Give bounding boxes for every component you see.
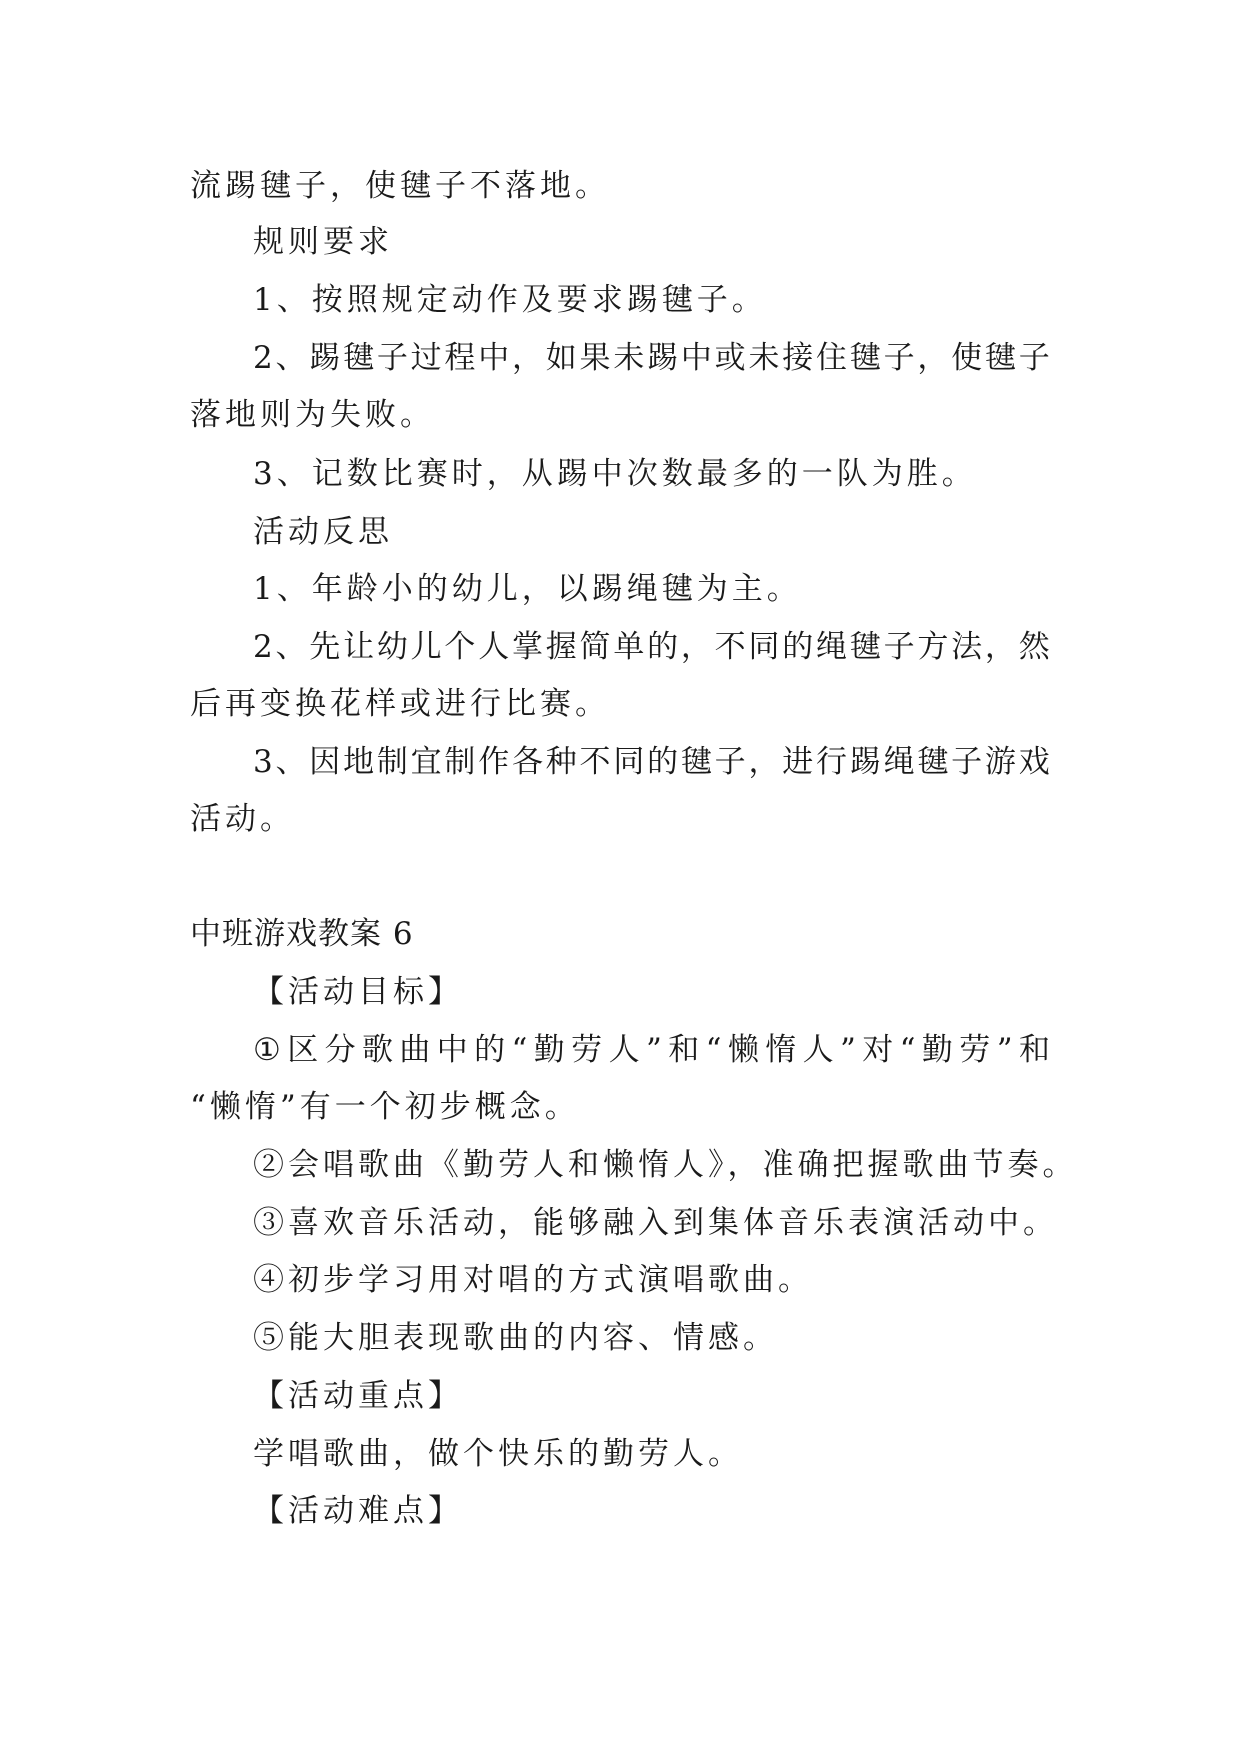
section-heading-objectives: 【活动目标】 [253, 974, 463, 1010]
rule-item-3: 3、记数比赛时，从踢中次数最多的一队为胜。 [253, 456, 977, 492]
section-heading-difficulties: 【活动难点】 [253, 1493, 463, 1529]
rule-item-1: 1、按照规定动作及要求踢毽子。 [253, 282, 767, 318]
objective-item-5: ⑤能大胆表现歌曲的内容、情感。 [253, 1320, 778, 1356]
section-heading-rules: 规则要求 [253, 224, 393, 260]
reflection-item-3: 3 、 因 地 制 宜 制 作 各 种 不 同 的 毽 子 ， 进 行 踢 绳 毽 子 游 戏 [253, 744, 1050, 780]
objective-item-3: ③喜欢音乐活动，能够融入到集体音乐表演活动中。 [253, 1205, 1058, 1241]
section-heading-key-points: 【活动重点】 [253, 1378, 463, 1414]
rule-item-2: 2 、 踢 毽 子 过 程 中 ， 如 果 未 踢 中 或 未 接 住 毽 子 ， 使 毽 子 [253, 340, 1050, 376]
reflection-item-2: 2 、 先 让 幼 儿 个 人 掌 握 简 单 的 ， 不 同 的 绳 毽 子 方 法 ， 然 [253, 629, 1050, 665]
reflection-item-1: 1、年龄小的幼儿，以踢绳毽为主。 [253, 571, 802, 607]
objective-item-4: ④初步学习用对唱的方式演唱歌曲。 [253, 1262, 813, 1298]
reflection-item-3-continuation: 活动。 [190, 801, 295, 837]
lesson-title: 中班游戏教案 6 [190, 916, 414, 952]
objective-item-1-continuation: “懒惰”有一个初步概念。 [190, 1089, 580, 1125]
rule-item-2-continuation: 落地则为失败。 [190, 397, 435, 433]
key-point-text: 学唱歌曲，做个快乐的勤劳人。 [253, 1436, 743, 1472]
objective-item-2: ②会唱歌曲《勤劳人和懒惰人》，准确把握歌曲节奏。 [253, 1147, 1078, 1183]
objective-item-1: ① 区 分 歌 曲 中 的 “ 勤 劳 人 ” 和 “ 懒 惰 人 ” 对 “ 勤 劳 ” 和 [253, 1032, 1050, 1068]
reflection-item-2-continuation: 后再变换花样或进行比赛。 [190, 686, 610, 722]
section-heading-reflection: 活动反思 [253, 514, 393, 550]
paragraph-continuation: 流踢毽子，使毽子不落地。 [190, 168, 610, 204]
